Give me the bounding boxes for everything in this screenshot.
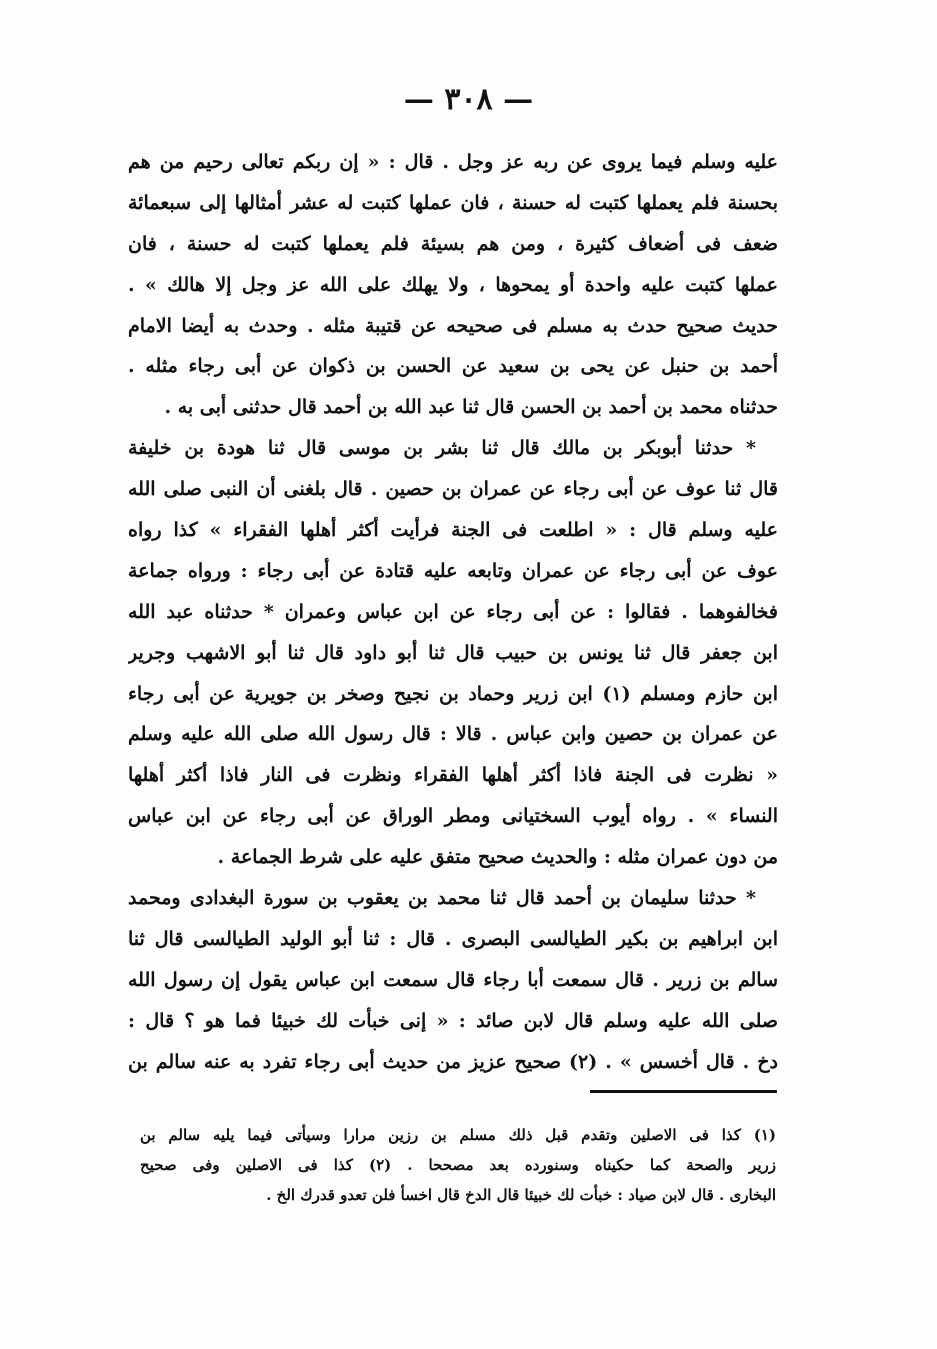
- text-line: حدثناه محمد بن أحمد بن الحسن قال ثنا عبد الله بن أحمد قال حدثنى أبى به .: [164, 396, 778, 419]
- text-line: * حدثنا أبوبكر بن مالك قال ثنا بشر بن موسى قال ثنا هودة بن خليفة: [128, 437, 756, 460]
- footnote-line: البخارى . قال لابن صياد : خبأت لك خبيئا قال الدخ قال اخسأ فلن تعدو قدرك الخ .: [266, 1186, 776, 1204]
- text-line: ابن جعفر قال ثنا يونس بن حبيب قال ثنا أبو داود قال ثنا أبو الاشهب وجرير: [128, 641, 778, 664]
- text-line: عملها كتبت عليه واحدة أو يمحوها ، ولا يهلك على الله عز وجل إلا هالك » .: [128, 273, 778, 296]
- text-line: صلى الله عليه وسلم قال لابن صائد : « إنى خبأت لك خبيئا فما هو ؟ قال :: [128, 1009, 778, 1032]
- footnotes: [140, 1120, 776, 1210]
- text-line: من دون عمران مثله : والحديث صحيح متفق عليه على شرط الجماعة .: [217, 846, 778, 869]
- text-line: « نظرت فى الجنة فاذا أكثر أهلها الفقراء ونظرت فى النار فاذا أكثر أهلها: [128, 764, 778, 787]
- footnote-line: (١) كذا فى الاصلين وتقدم قبل ذلك مسلم بن رزين مرارا وسيأتى فيما يليه سالم بن: [140, 1126, 776, 1144]
- text-line: * حدثنا سليمان بن أحمد قال ثنا محمد بن يعقوب بن سورة البغدادى ومحمد: [128, 887, 756, 910]
- text-line: عن عمران بن حصين وابن عباس . قالا : قال رسول الله صلى الله عليه وسلم: [128, 723, 778, 746]
- footnote-divider: [590, 1090, 777, 1093]
- text-line: بحسنة فلم يعملها كتبت له حسنة ، فان عملها كتبت له عشر أمثالها إلى سبعمائة: [128, 191, 778, 214]
- text-line: دخ . قال أخسس » . (٢) صحيح عزيز من حديث أبى رجاء تفرد به عنه سالم بن: [128, 1050, 778, 1073]
- text-line: فخالفوهما . فقالوا : عن أبى رجاء عن ابن عباس وعمران * حدثناه عبد الله: [128, 600, 778, 623]
- text-line: سالم بن زرير . قال سمعت أبا رجاء قال سمعت ابن عباس يقول إن رسول الله: [128, 968, 778, 991]
- text-line: ابن حازم ومسلم (١) ابن زرير وحماد بن نجيح وصخر بن جويرية عن أبى رجاء: [128, 682, 778, 705]
- text-line: قال ثنا عوف عن أبى رجاء عن عمران بن حصين . قال بلغنى أن النبى صلى الله: [128, 478, 778, 501]
- main-text: [128, 142, 778, 1082]
- text-line: عوف عن أبى رجاء عن عمران وتابعه عليه قتادة عن أبى رجاء : ورواه جماعة: [128, 559, 778, 582]
- page-number: — ٣٠٨ —: [403, 82, 534, 117]
- footnote-line: زرير والصحة كما حكيناه وسنورده بعد مصححا . (٢) كذا فى الاصلين وفى صحيح: [140, 1156, 776, 1174]
- text-line: عليه وسلم فيما يروى عن ربه عز وجل . قال : « إن ربكم تعالى رحيم من هم: [128, 151, 778, 173]
- text-line: أحمد بن حنبل عن يحى بن سعيد عن الحسن بن ذكوان عن أبى رجاء مثله .: [128, 355, 778, 378]
- text-line: ابن ابراهيم بن بكير الطيالسى البصرى . قال : ثنا أبو الوليد الطيالسى قال ثنا: [128, 927, 778, 950]
- text-line: النساء » . رواه أيوب السختيانى ومطر الوراق عن أبى رجاء عن ابن عباس: [128, 805, 778, 828]
- text-line: عليه وسلم قال : « اطلعت فى الجنة فرأيت أكثر أهلها الفقراء » كذا رواه: [128, 519, 778, 542]
- text-line: حديث صحيح حدث به مسلم فى صحيحه عن قتيبة مثله . وحدث به أيضا الامام: [128, 314, 778, 337]
- text-line: ضعف فى أضعاف كثيرة ، ومن هم بسيئة فلم يعملها كتبت له حسنة ، فان: [128, 232, 778, 255]
